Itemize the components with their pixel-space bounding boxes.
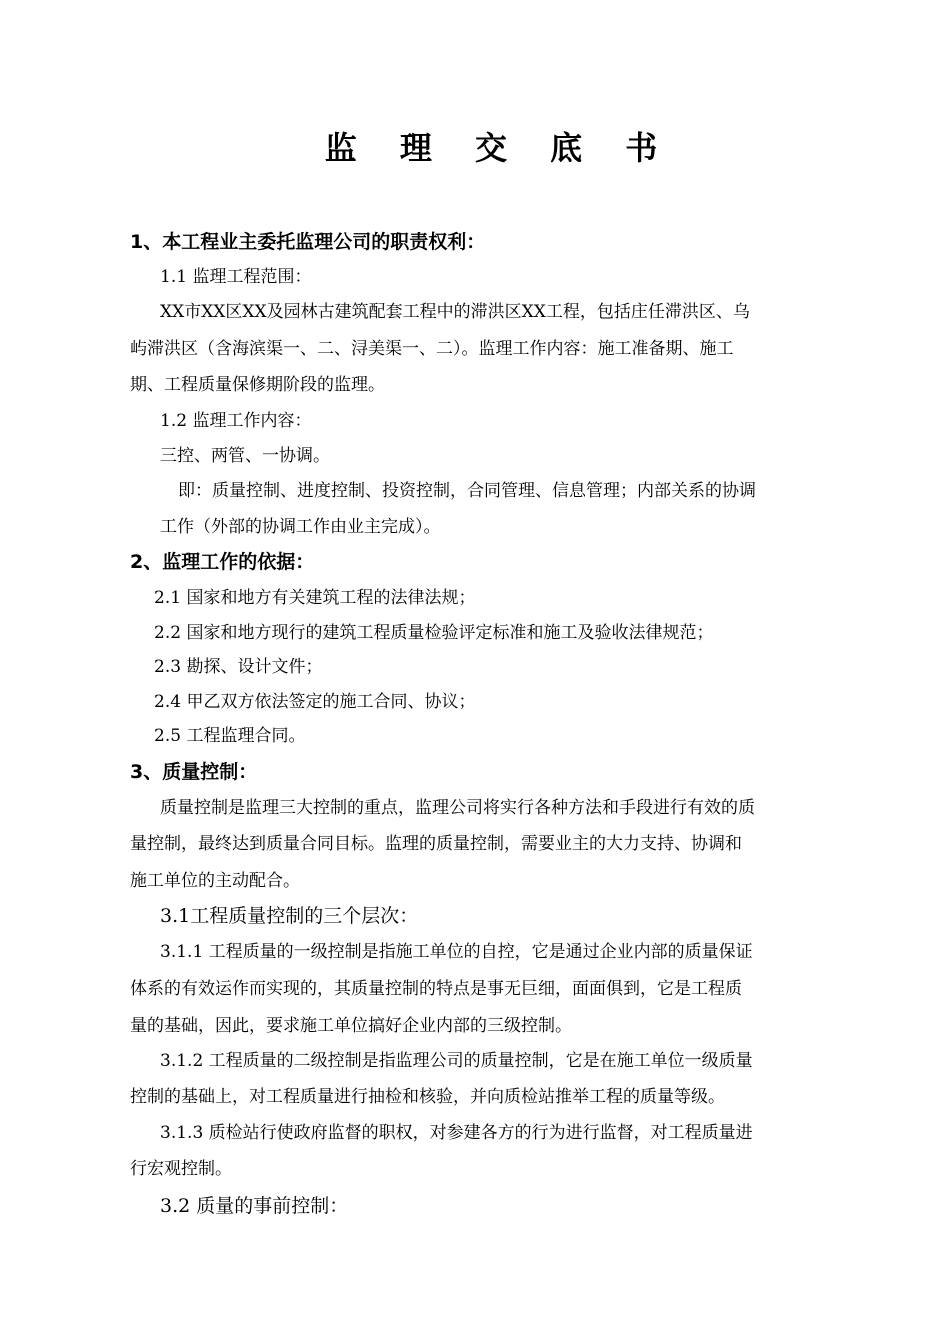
paragraph-line: 行宏观控制。	[130, 1159, 232, 1179]
paragraph-line: 期、工程质量保修期阶段的监理。	[130, 375, 385, 395]
list-item: 2.1 国家和地方有关建筑工程的法律法规；	[154, 588, 476, 608]
paragraph-line: 3.1.1 工程质量的一级控制是指施工单位的自控，它是通过企业内部的质量保证	[160, 942, 753, 962]
paragraph-line: 体系的有效运作而实现的，其质量控制的特点是事无巨细，面面俱到，它是工程质	[130, 979, 742, 999]
section-2-heading: 2、监理工作的依据：	[130, 551, 315, 573]
subsection-1-1-heading: 1.1 监理工程范围：	[160, 267, 312, 287]
paragraph-line: 量的基础，因此，要求施工单位搞好企业内部的三级控制。	[130, 1016, 572, 1036]
paragraph-line: 量控制，最终达到质量合同目标。监理的质量控制，需要业主的大力支持、协调和	[130, 834, 742, 854]
list-item: 2.4 甲乙双方依法签定的施工合同、协议；	[154, 692, 476, 712]
subsection-1-2-heading: 1.2 监理工作内容：	[160, 411, 312, 431]
paragraph-line: 3.1.3 质检站行使政府监督的职权，对参建各方的行为进行监督，对工程质量进	[160, 1123, 753, 1143]
paragraph-line: 质量控制是监理三大控制的重点，监理公司将实行各种方法和手段进行有效的质	[160, 798, 755, 818]
paragraph-line: 控制的基础上，对工程质量进行抽检和核验，并向质检站推举工程的质量等级。	[130, 1087, 725, 1107]
section-3-heading: 3、质量控制：	[130, 761, 258, 783]
list-item: 2.5 工程监理合同。	[154, 726, 306, 746]
paragraph-line: 即：质量控制、进度控制、投资控制，合同管理、信息管理；内部关系的协调	[178, 481, 756, 501]
document-title: 监 理 交 底 书	[324, 129, 674, 167]
paragraph-line: 3.1.2 工程质量的二级控制是指监理公司的质量控制，它是在施工单位一级质量	[160, 1051, 753, 1071]
paragraph-line: 工作（外部的协调工作由业主完成）。	[160, 517, 441, 537]
paragraph-line: XX市XX区XX及园林古建筑配套工程中的滞洪区XX工程，包括庄任滞洪区、乌	[160, 302, 750, 322]
paragraph-line: 三控、两管、一协调。	[160, 446, 330, 466]
paragraph-line: 屿滞洪区（含海滨渠一、二、浔美渠一、二）。监理工作内容：施工准备期、施工	[130, 339, 734, 359]
paragraph-line: 施工单位的主动配合。	[130, 871, 300, 891]
list-item: 2.3 勘探、设计文件；	[154, 657, 323, 677]
section-1-heading: 1、本工程业主委托监理公司的职责权利：	[130, 231, 486, 253]
subsection-3-1-heading: 3.1工程质量控制的三个层次：	[160, 905, 419, 927]
subsection-3-2-heading: 3.2 质量的事前控制：	[160, 1195, 349, 1217]
list-item: 2.2 国家和地方现行的建筑工程质量检验评定标准和施工及验收法律规范；	[154, 623, 714, 643]
